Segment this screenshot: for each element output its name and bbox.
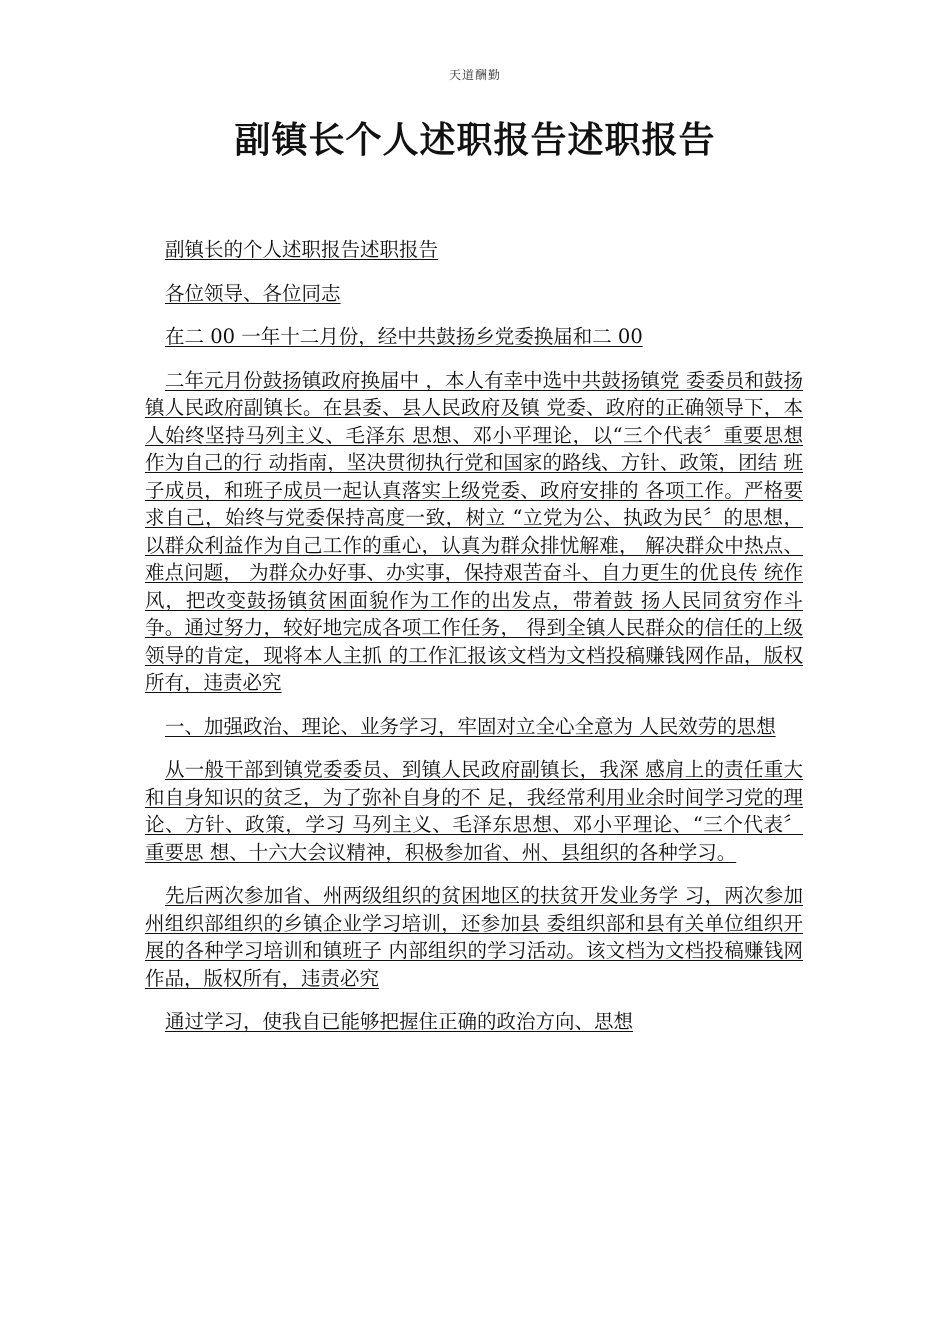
paragraph-section-heading-1: 一、加强政治、理论、业务学习，牢固对立全心全意为 人民效劳的思想: [165, 714, 776, 738]
header-note: 天道酬勤: [448, 68, 501, 82]
document-body: [145, 236, 803, 1052]
paragraph-study-2: 先后两次参加省、州两级组织的贫困地区的扶贫开发业务学 习，两次参加州组织部组织的乡镇企业学习培训，还参加县 委组织部和县有关单位组织开展的各种学习培训和镇班子 内部组织的学习活动。该文档为文档投稿赚钱网作品，版权所有，违责必究: [145, 884, 803, 990]
paragraph-subtitle: 副镇长的个人述职报告述职报告: [165, 238, 439, 261]
paragraph-salutation: 各位领导、各位同志: [165, 281, 341, 305]
paragraph-intro-line: 在二 00 一年十二月份，经中共鼓扬乡党委换届和二 00: [165, 325, 643, 348]
paragraph-study-1: 从一般干部到镇党委委员、到镇人民政府副镇长，我深 感肩上的责任重大和自身知识的贫乏，为了弥补自身的不 足，我经常利用业余时间学习党的理论、方针、政策，学习 马列主义、毛泽东思想、邓小平理论、“三个代表〞重要思 想、十六大会议精神，积极参加省、州、县组织的各种学习。: [145, 758, 803, 864]
paragraph-study-3: 通过学习，使我自已能够把握住正确的政治方向、思想: [165, 1010, 634, 1033]
document-title: 副镇长个人述职报告述职报告: [234, 119, 716, 161]
paragraph-intro-body: 二年元月份鼓扬镇政府换届中 ，本人有幸中选中共鼓扬镇党 委委员和鼓扬镇人民政府副镇长。在县委、县人民政府及镇 党委、政府的正确领导下，本人始终坚持马列主义、毛泽东 思想、邓小平理论，以“三个代表〞重要思想作为自己的行 动指南，坚决贯彻执行党和国家的路线、方针、政策，团结 班子成员，和班子成员一起认真落实上级党委、政府安排的 各项工作。严格要求自己，始终与党委保持高度一致，树立 “立党为公、执政为民〞的思想，以群众利益作为自己工作的重心，认真为群众排忧解难， 解决群众中热点、难点问题， 为群众办好事、办实事，保持艰苦奋斗、自力更生的优良传 统作风，把改变鼓扬镇贫困面貌作为工作的出发点，带着鼓 扬人民同贫穷作斗争。通过努力，较好地完成各项工作任务， 得到全镇人民群众的信任的上级领导的肯定，现将本人主抓 的工作汇报该文档为文档投稿赚钱网作品，版权所有，违责必究: [145, 368, 803, 694]
